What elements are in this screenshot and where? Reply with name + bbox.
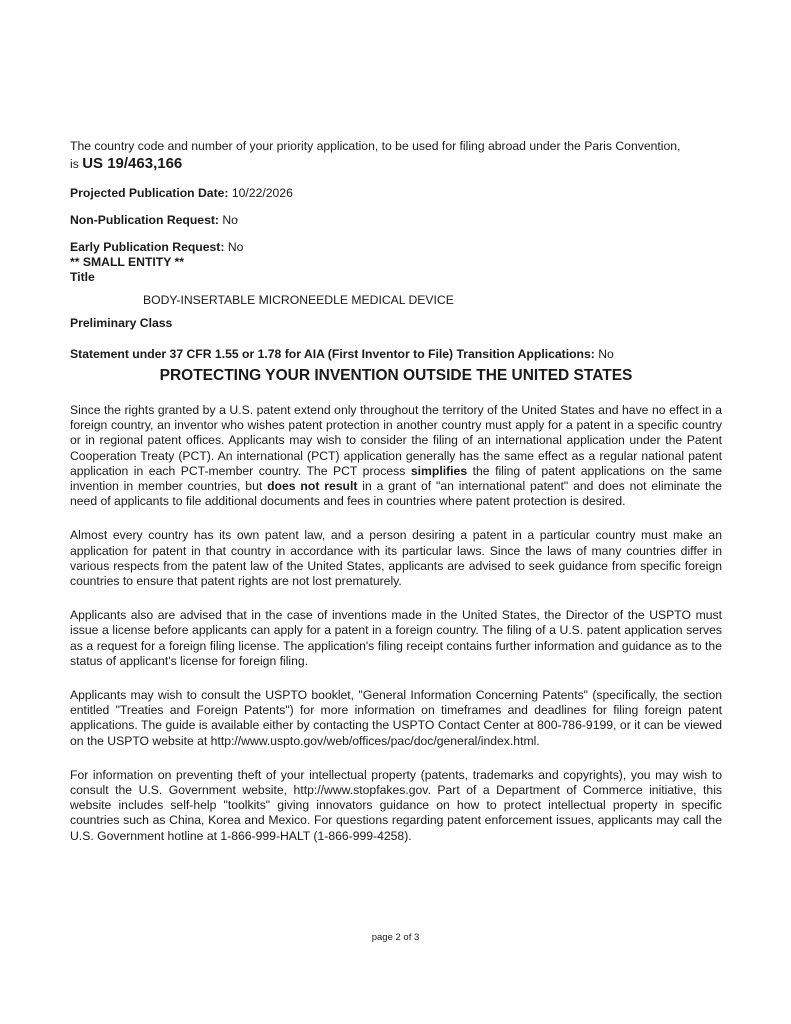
early-publication-value: No — [227, 240, 244, 254]
aia-statement-field — [70, 347, 722, 362]
aia-statement-value: No — [598, 347, 614, 361]
paragraph-pct — [70, 403, 722, 509]
document-body — [70, 139, 722, 844]
preliminary-class-label: Preliminary Class — [70, 316, 173, 330]
projected-publication-label: Projected Publication Date: — [70, 186, 229, 200]
paragraph-foreign-license: Applicants also are advised that in the case of inventions made in the United States, the Director of the USPTO must issue a license before applicants can apply for a patent in a foreign country. The filing of a U.S. patent application serves as a request for a foreign filing license. The application's filing receipt contains further information and guidance as to the status of applicant's license for foreign filing. — [70, 608, 722, 668]
paragraph-pct-text-1: Since the rights granted by a U.S. patent extend only throughout the territory of the United States and have no effect in a foreign country, an inventor who wishes patent protection in another country must apply for a patent in a specific country or in regional patent offices. Applicants may wish to consider the filing of an international application under the Patent Cooperation Treaty (PCT). An international (PCT) application generally has the same effect as a regular national patent application in each PCT-member country. The PCT process — [70, 403, 722, 478]
early-publication-field — [70, 240, 722, 255]
priority-block — [70, 139, 722, 175]
small-entity-marker: ** SMALL ENTITY ** — [70, 255, 184, 269]
paragraph-pct-text-2: the filing of patent applications on the same invention in member countries, but — [70, 463, 722, 494]
title-label: Title — [70, 270, 95, 284]
priority-line — [70, 154, 722, 174]
paragraph-pct-text-3: in a grant of "an international patent" and does not eliminate the need of applicants to file additional documents and fees in countries where patent protection is desired. — [70, 479, 722, 509]
priority-application-number: US 19/463,166 — [82, 155, 183, 172]
priority-is-prefix: is — [70, 157, 83, 171]
paragraph-pct-emphasis-simplifies: simplifies — [410, 463, 468, 478]
paragraph-country-law: Almost every country has its own patent law, and a person desiring a patent in a particular country must make an application for patent in that country in accordance with its particular laws. Since the laws of many countries differ in various respects from the patent law of the United States, applicants are advised to seek guidance from specific foreign countries to ensure that patent rights are not lost prematurely. — [70, 528, 722, 589]
priority-intro: The country code and number of your priority application, to be used for filing abroad under the Paris Convention, — [70, 139, 681, 153]
aia-statement-label: Statement under 37 CFR 1.55 or 1.78 for AIA (First Inventor to File) Transition Applications: — [70, 347, 595, 361]
paragraph-uspto-booklet: Applicants may wish to consult the USPTO booklet, "General Information Concerning Patents" (specifically, the section entitled "Treaties and Foreign Patents") for more information on timeframes and deadlines for filing foreign patent applications. The guide is available either by contacting the USPTO Contact Center at 800-786-9199, or it can be viewed on the USPTO website at http://www.uspto.gov/web/offices/pac/doc/general/index.html. — [70, 688, 722, 748]
non-publication-value: No — [222, 213, 238, 227]
early-publication-label: Early Publication Request: — [70, 240, 225, 254]
projected-publication-value: 10/22/2026 — [231, 186, 293, 200]
paragraph-stopfakes: For information on preventing theft of your intellectual property (patents, trademarks and copyrights), you may wish to consult the U.S. Government website, http://www.stopfakes.gov. Part of a Department of Commerce initiative, this website includes self-help "toolkits" giving innovators guidance on how to protect intellectual property in specific countries such as China, Korea and Mexico. For questions regarding patent enforcement issues, applicants may call the U.S. Government hotline at 1-866-999-HALT (1-866-999-4258). — [70, 767, 722, 843]
non-publication-label: Non-Publication Request: — [70, 213, 219, 227]
section-heading: PROTECTING YOUR INVENTION OUTSIDE THE UNITED STATES — [159, 367, 633, 384]
invention-title: BODY-INSERTABLE MICRONEEDLE MEDICAL DEVICE — [143, 293, 454, 307]
page-number: page 2 of 3 — [371, 932, 420, 943]
paragraph-pct-emphasis-does-not-result: does not result — [267, 479, 358, 494]
projected-publication-field — [70, 186, 722, 201]
non-publication-field — [70, 213, 722, 228]
